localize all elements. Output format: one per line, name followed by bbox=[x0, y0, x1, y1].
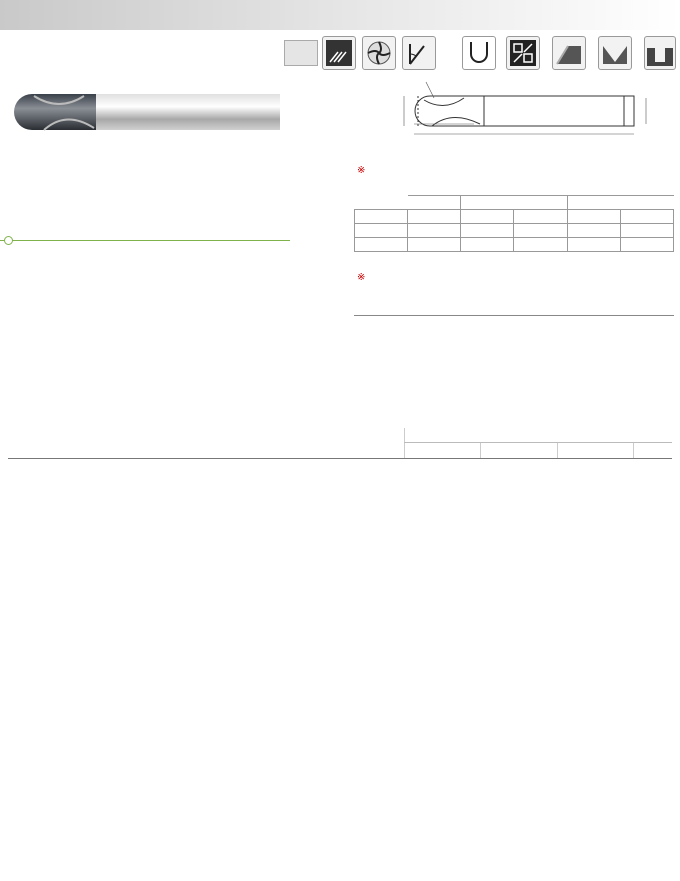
standard-icon bbox=[322, 36, 356, 70]
title-bar bbox=[0, 0, 680, 30]
helix-35-icon bbox=[402, 36, 436, 70]
grade-icon bbox=[506, 36, 540, 70]
tolerance-heading: ※ bbox=[357, 272, 366, 283]
tool-photo bbox=[4, 82, 286, 142]
purpose-line-1 bbox=[0, 240, 290, 241]
work-material-heading: ※ bbox=[357, 165, 366, 176]
general-purpose-heading bbox=[22, 228, 26, 240]
four-flute-icon bbox=[362, 36, 396, 70]
slotting-icon bbox=[552, 36, 586, 70]
high-speed-heading bbox=[22, 323, 26, 335]
tolerance-table bbox=[354, 289, 674, 316]
work-material-table bbox=[354, 181, 674, 252]
dimension-diagram bbox=[384, 74, 674, 158]
groove-icon bbox=[644, 36, 676, 70]
series-code bbox=[284, 40, 318, 66]
item-table bbox=[8, 428, 672, 459]
page-title bbox=[6, 6, 10, 23]
purpose-dot-1 bbox=[4, 236, 13, 245]
plunge-icon bbox=[598, 36, 632, 70]
ball-nose-icon bbox=[462, 36, 496, 70]
